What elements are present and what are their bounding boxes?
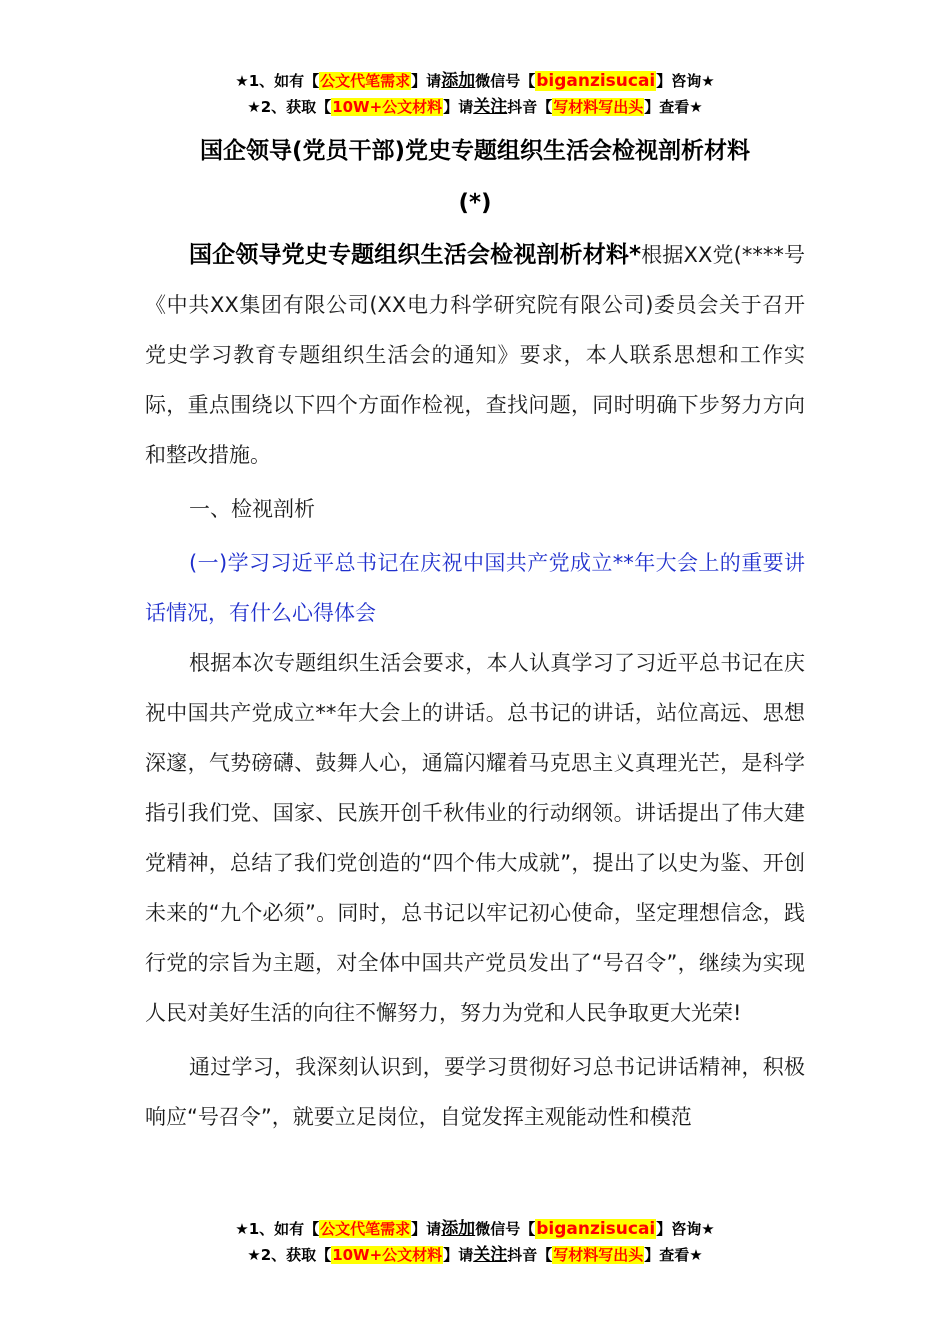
promo-text: ★2、获取【 (247, 1246, 332, 1264)
promo-footer (0, 1216, 950, 1268)
promo-underline-text: 添加 (441, 71, 476, 91)
promo-highlight-douyin-id: 写材料写出头 (553, 98, 644, 116)
section-heading: 一、检视剖析 (189, 497, 315, 521)
promo-text: 】请 (443, 98, 474, 116)
promo-text: ★1、如有【 (235, 72, 320, 90)
body-paragraph-1: 根据本次专题组织生活会要求，本人认真学习了习近平总书记在庆祝中国共产党成立**年大会上的讲话。总书记的讲话，站位高远、思想深邃，气势磅礴、鼓舞人心，通篇闪耀着马克思主义真理光芒，是科学指引我们党、国家、民族开创千秋伟业的行动纲领。讲话提出了伟大建党精神，总结了我们党创造的“四个伟大成就”，提出了以史为鉴、开创未来的“九个必须”。同时，总书记以牢记初心使命，坚定理想信念，践行党的宗旨为主题，对全体中国共产党员发出了“号召令”，继续为实现人民对美好生活的向往不懈努力，努力为党和人民争取更大光荣! (145, 651, 805, 1025)
promo-text: 】查看★ (644, 98, 703, 116)
promo-underline-text: 添加 (441, 1219, 476, 1239)
document-title-suffix: (*) (458, 190, 492, 216)
promo-highlight-douyin-id: 写材料写出头 (553, 1246, 644, 1264)
document-body (145, 230, 805, 1142)
subsection-heading: (一)学习习近平总书记在庆祝中国共产党成立**年大会上的重要讲话情况，有什么心得体会 (145, 551, 805, 625)
intro-text: 根据XX党(****号《中共XX集团有限公司(XX电力科学研究院有限公司)委员会关于召开党史学习教育专题组织生活会的通知》要求，本人联系思想和工作实际，重点围绕以下四个方面作检视，查找问题，同时明确下步努力方向和整改措施。 (145, 243, 806, 467)
promo-text: 抖音【 (507, 98, 553, 116)
promo-highlight-materials: 10W+公文材料 (332, 98, 443, 116)
promo-highlight-service: 公文代笔需求 (320, 1220, 411, 1238)
promo-line-2 (0, 94, 950, 120)
promo-highlight-materials: 10W+公文材料 (332, 1246, 443, 1264)
promo-highlight-wechat-id: biganzisucai (536, 71, 656, 91)
promo-line-1 (0, 1216, 950, 1242)
promo-text: 】请 (411, 72, 442, 90)
promo-line-1 (0, 68, 950, 94)
intro-paragraph (145, 230, 805, 480)
promo-underline-text: 关注 (473, 1245, 508, 1265)
document-title: 国企领导(党员干部)党史专题组织生活会检视剖析材料 (199, 138, 751, 164)
body-paragraph-2: 通过学习，我深刻认识到，要学习贯彻好习总书记讲话精神，积极响应“号召令”，就要立足岗位，自觉发挥主观能动性和模范 (145, 1055, 805, 1129)
promo-text: 微信号【 (475, 1220, 536, 1238)
promo-text: 】查看★ (644, 1246, 703, 1264)
promo-underline-text: 关注 (473, 97, 508, 117)
promo-text: 微信号【 (475, 72, 536, 90)
promo-highlight-wechat-id: biganzisucai (536, 1219, 656, 1239)
promo-text: ★2、获取【 (247, 98, 332, 116)
promo-text: 】请 (443, 1246, 474, 1264)
promo-text: 】请 (411, 1220, 442, 1238)
promo-header (0, 68, 950, 120)
promo-line-2 (0, 1242, 950, 1268)
promo-text: 】咨询★ (656, 72, 715, 90)
intro-bold-title: 国企领导党史专题组织生活会检视剖析材料* (189, 242, 642, 268)
promo-text: 】咨询★ (656, 1220, 715, 1238)
promo-text: 抖音【 (507, 1246, 553, 1264)
promo-highlight-service: 公文代笔需求 (320, 72, 411, 90)
promo-text: ★1、如有【 (235, 1220, 320, 1238)
